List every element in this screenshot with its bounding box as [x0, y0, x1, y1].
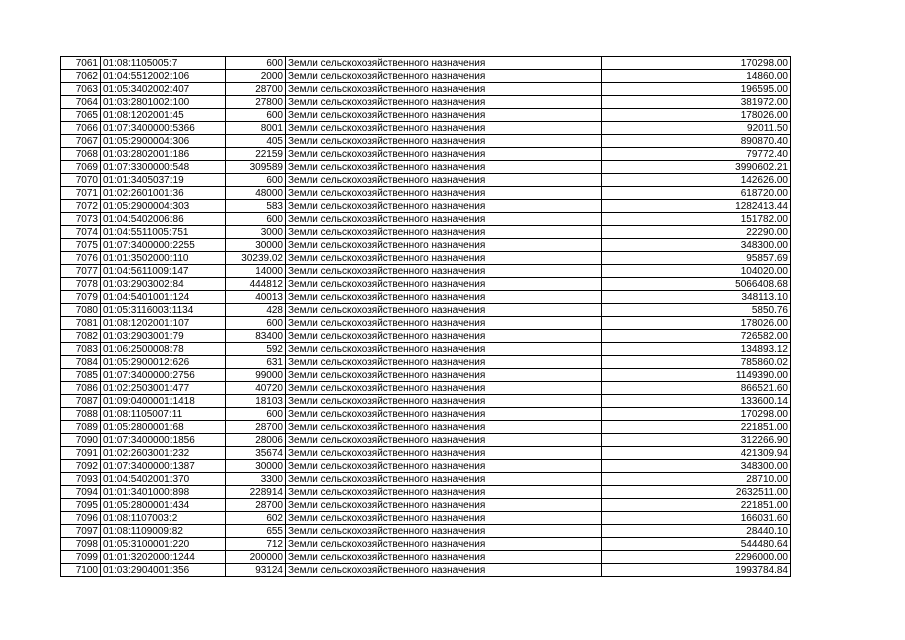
row-number-cell[interactable]: 7092	[61, 460, 101, 473]
area-cell[interactable]: 28700	[226, 83, 286, 96]
area-cell[interactable]: 631	[226, 356, 286, 369]
land-category-cell[interactable]: Земли сельскохозяйственного назначения	[286, 512, 602, 525]
row-number-cell[interactable]: 7083	[61, 343, 101, 356]
cadastral-value-cell[interactable]: 890870.40	[602, 135, 791, 148]
row-number-cell[interactable]: 7099	[61, 551, 101, 564]
area-cell[interactable]: 712	[226, 538, 286, 551]
row-number-cell[interactable]: 7077	[61, 265, 101, 278]
table-row	[61, 239, 791, 252]
land-category-cell[interactable]: Земли сельскохозяйственного назначения	[286, 187, 602, 200]
row-number-cell[interactable]: 7096	[61, 512, 101, 525]
land-category-cell[interactable]: Земли сельскохозяйственного назначения	[286, 57, 602, 70]
land-category-cell[interactable]: Земли сельскохозяйственного назначения	[286, 278, 602, 291]
land-category-cell[interactable]: Земли сельскохозяйственного назначения	[286, 369, 602, 382]
land-category-cell[interactable]: Земли сельскохозяйственного назначения	[286, 395, 602, 408]
cadastral-number-cell[interactable]: 01:08:1105005:7	[101, 57, 226, 70]
row-number-cell[interactable]: 7065	[61, 109, 101, 122]
cadastral-number-cell[interactable]: 01:05:3100001:220	[101, 538, 226, 551]
cadastral-value-cell[interactable]: 1149390.00	[602, 369, 791, 382]
row-number-cell[interactable]: 7091	[61, 447, 101, 460]
table-row	[61, 200, 791, 213]
cadastral-value-cell[interactable]: 28710.00	[602, 473, 791, 486]
land-category-cell[interactable]: Земли сельскохозяйственного назначения	[286, 226, 602, 239]
row-number-cell[interactable]: 7063	[61, 83, 101, 96]
table-row	[61, 382, 791, 395]
table-row	[61, 447, 791, 460]
land-category-cell[interactable]: Земли сельскохозяйственного назначения	[286, 291, 602, 304]
row-number-cell[interactable]: 7066	[61, 122, 101, 135]
cadastral-value-cell[interactable]: 221851.00	[602, 421, 791, 434]
row-number-cell[interactable]: 7084	[61, 356, 101, 369]
cadastral-value-cell[interactable]: 785860.02	[602, 356, 791, 369]
cadastral-number-cell[interactable]: 01:07:3400000:2756	[101, 369, 226, 382]
land-category-cell[interactable]: Земли сельскохозяйственного назначения	[286, 499, 602, 512]
table-row	[61, 473, 791, 486]
cadastral-number-cell[interactable]: 01:02:2503001:477	[101, 382, 226, 395]
land-category-cell[interactable]: Земли сельскохозяйственного назначения	[286, 551, 602, 564]
table-row	[61, 278, 791, 291]
area-cell[interactable]: 600	[226, 213, 286, 226]
row-number-cell[interactable]: 7071	[61, 187, 101, 200]
land-category-cell[interactable]: Земли сельскохозяйственного назначения	[286, 200, 602, 213]
cadastral-value-cell[interactable]: 421309.94	[602, 447, 791, 460]
cadastral-value-cell[interactable]: 92011.50	[602, 122, 791, 135]
cadastral-value-cell[interactable]: 221851.00	[602, 499, 791, 512]
land-category-cell[interactable]: Земли сельскохозяйственного назначения	[286, 265, 602, 278]
land-category-cell[interactable]: Земли сельскохозяйственного назначения	[286, 148, 602, 161]
cadastral-number-cell[interactable]: 01:05:2900004:306	[101, 135, 226, 148]
cadastral-number-cell[interactable]: 01:03:2904001:356	[101, 564, 226, 577]
land-parcels-table	[60, 56, 791, 577]
table-row	[61, 564, 791, 577]
row-number-cell[interactable]: 7100	[61, 564, 101, 577]
cadastral-number-cell[interactable]: 01:01:3405037:19	[101, 174, 226, 187]
cadastral-number-cell[interactable]: 01:02:2601001:36	[101, 187, 226, 200]
table-row	[61, 135, 791, 148]
area-cell[interactable]: 583	[226, 200, 286, 213]
row-number-cell[interactable]: 7064	[61, 96, 101, 109]
table-row	[61, 83, 791, 96]
land-category-cell[interactable]: Земли сельскохозяйственного назначения	[286, 135, 602, 148]
area-cell[interactable]: 200000	[226, 551, 286, 564]
cadastral-value-cell[interactable]: 104020.00	[602, 265, 791, 278]
cadastral-value-cell[interactable]: 2296000.00	[602, 551, 791, 564]
cadastral-value-cell[interactable]: 3990602.21	[602, 161, 791, 174]
area-cell[interactable]: 22159	[226, 148, 286, 161]
area-cell[interactable]: 600	[226, 109, 286, 122]
land-category-cell[interactable]: Земли сельскохозяйственного назначения	[286, 538, 602, 551]
area-cell[interactable]: 14000	[226, 265, 286, 278]
cadastral-value-cell[interactable]: 1993784.84	[602, 564, 791, 577]
cadastral-number-cell[interactable]: 01:05:3402002:407	[101, 83, 226, 96]
row-number-cell[interactable]: 7078	[61, 278, 101, 291]
table-row	[61, 460, 791, 473]
cadastral-number-cell[interactable]: 01:02:2603001:232	[101, 447, 226, 460]
cadastral-number-cell[interactable]: 01:04:5512002:106	[101, 70, 226, 83]
cadastral-value-cell[interactable]: 166031.60	[602, 512, 791, 525]
land-category-cell[interactable]: Земли сельскохозяйственного назначения	[286, 213, 602, 226]
area-cell[interactable]: 48000	[226, 187, 286, 200]
land-category-cell[interactable]: Земли сельскохозяйственного назначения	[286, 109, 602, 122]
table-row	[61, 187, 791, 200]
area-cell[interactable]: 592	[226, 343, 286, 356]
table-row	[61, 161, 791, 174]
cadastral-value-cell[interactable]: 726582.00	[602, 330, 791, 343]
row-number-cell[interactable]: 7085	[61, 369, 101, 382]
row-number-cell[interactable]: 7086	[61, 382, 101, 395]
land-category-cell[interactable]: Земли сельскохозяйственного назначения	[286, 525, 602, 538]
cadastral-value-cell[interactable]: 178026.00	[602, 109, 791, 122]
area-cell[interactable]: 35674	[226, 447, 286, 460]
area-cell[interactable]: 309589	[226, 161, 286, 174]
area-cell[interactable]: 228914	[226, 486, 286, 499]
cadastral-number-cell[interactable]: 01:07:3400000:1856	[101, 434, 226, 447]
table-row	[61, 291, 791, 304]
cadastral-value-cell[interactable]: 5850.76	[602, 304, 791, 317]
table-row	[61, 343, 791, 356]
area-cell[interactable]: 27800	[226, 96, 286, 109]
cadastral-value-cell[interactable]: 79772.40	[602, 148, 791, 161]
table-row	[61, 525, 791, 538]
table-row	[61, 213, 791, 226]
cadastral-number-cell[interactable]: 01:07:3300000:548	[101, 161, 226, 174]
cadastral-value-cell[interactable]: 348300.00	[602, 460, 791, 473]
table-row	[61, 512, 791, 525]
cadastral-number-cell[interactable]: 01:03:2903001:79	[101, 330, 226, 343]
area-cell[interactable]: 83400	[226, 330, 286, 343]
area-cell[interactable]: 40720	[226, 382, 286, 395]
cadastral-number-cell[interactable]: 01:08:1107003:2	[101, 512, 226, 525]
row-number-cell[interactable]: 7095	[61, 499, 101, 512]
area-cell[interactable]: 99000	[226, 369, 286, 382]
row-number-cell[interactable]: 7061	[61, 57, 101, 70]
row-number-cell[interactable]: 7079	[61, 291, 101, 304]
cadastral-number-cell[interactable]: 01:03:2801002:100	[101, 96, 226, 109]
cadastral-value-cell[interactable]: 866521.60	[602, 382, 791, 395]
cadastral-number-cell[interactable]: 01:04:5611009:147	[101, 265, 226, 278]
area-cell[interactable]: 30000	[226, 239, 286, 252]
area-cell[interactable]: 28700	[226, 499, 286, 512]
cadastral-value-cell[interactable]: 142626.00	[602, 174, 791, 187]
table-row	[61, 421, 791, 434]
area-cell[interactable]: 18103	[226, 395, 286, 408]
cadastral-value-cell[interactable]: 170298.00	[602, 57, 791, 70]
row-number-cell[interactable]: 7089	[61, 421, 101, 434]
table-row	[61, 109, 791, 122]
cadastral-value-cell[interactable]: 196595.00	[602, 83, 791, 96]
cadastral-value-cell[interactable]: 95857.69	[602, 252, 791, 265]
cadastral-number-cell[interactable]: 01:09:0400001:1418	[101, 395, 226, 408]
table-row	[61, 538, 791, 551]
cadastral-number-cell[interactable]: 01:04:5401001:124	[101, 291, 226, 304]
area-cell[interactable]: 93124	[226, 564, 286, 577]
land-category-cell[interactable]: Земли сельскохозяйственного назначения	[286, 408, 602, 421]
cadastral-number-cell[interactable]: 01:07:3400000:1387	[101, 460, 226, 473]
row-number-cell[interactable]: 7074	[61, 226, 101, 239]
table-row	[61, 395, 791, 408]
land-category-cell[interactable]: Земли сельскохозяйственного назначения	[286, 83, 602, 96]
land-category-cell[interactable]: Земли сельскохозяйственного назначения	[286, 174, 602, 187]
cadastral-value-cell[interactable]: 381972.00	[602, 96, 791, 109]
area-cell[interactable]: 444812	[226, 278, 286, 291]
table-row	[61, 369, 791, 382]
table-row	[61, 96, 791, 109]
cadastral-number-cell[interactable]: 01:04:5402001:370	[101, 473, 226, 486]
cadastral-value-cell[interactable]: 22290.00	[602, 226, 791, 239]
area-cell[interactable]: 600	[226, 317, 286, 330]
table-row	[61, 57, 791, 70]
area-cell[interactable]: 600	[226, 57, 286, 70]
land-category-cell[interactable]: Земли сельскохозяйственного назначения	[286, 70, 602, 83]
row-number-cell[interactable]: 7067	[61, 135, 101, 148]
area-cell[interactable]: 28700	[226, 421, 286, 434]
row-number-cell[interactable]: 7088	[61, 408, 101, 421]
area-cell[interactable]: 405	[226, 135, 286, 148]
cadastral-value-cell[interactable]: 618720.00	[602, 187, 791, 200]
row-number-cell[interactable]: 7070	[61, 174, 101, 187]
area-cell[interactable]: 40013	[226, 291, 286, 304]
cadastral-number-cell[interactable]: 01:04:5511005:751	[101, 226, 226, 239]
cadastral-value-cell[interactable]: 14860.00	[602, 70, 791, 83]
cadastral-value-cell[interactable]: 1282413.44	[602, 200, 791, 213]
land-category-cell[interactable]: Земли сельскохозяйственного назначения	[286, 239, 602, 252]
cadastral-value-cell[interactable]: 2632511.00	[602, 486, 791, 499]
table-row	[61, 252, 791, 265]
land-category-cell[interactable]: Земли сельскохозяйственного назначения	[286, 252, 602, 265]
cadastral-value-cell[interactable]: 178026.00	[602, 317, 791, 330]
cadastral-value-cell[interactable]: 312266.90	[602, 434, 791, 447]
area-cell[interactable]: 2000	[226, 70, 286, 83]
table-row	[61, 226, 791, 239]
cadastral-value-cell[interactable]: 133600.14	[602, 395, 791, 408]
area-cell[interactable]: 28006	[226, 434, 286, 447]
land-category-cell[interactable]: Земли сельскохозяйственного назначения	[286, 421, 602, 434]
land-category-cell[interactable]: Земли сельскохозяйственного назначения	[286, 304, 602, 317]
row-number-cell[interactable]: 7094	[61, 486, 101, 499]
land-category-cell[interactable]: Земли сельскохозяйственного назначения	[286, 486, 602, 499]
table-row	[61, 408, 791, 421]
row-number-cell[interactable]: 7098	[61, 538, 101, 551]
row-number-cell[interactable]: 7093	[61, 473, 101, 486]
cadastral-number-cell[interactable]: 01:05:3116003:1134	[101, 304, 226, 317]
cadastral-value-cell[interactable]: 348300.00	[602, 239, 791, 252]
area-cell[interactable]: 655	[226, 525, 286, 538]
land-category-cell[interactable]: Земли сельскохозяйственного назначения	[286, 473, 602, 486]
table-row	[61, 317, 791, 330]
land-category-cell[interactable]: Земли сельскохозяйственного назначения	[286, 434, 602, 447]
cadastral-value-cell[interactable]: 151782.00	[602, 213, 791, 226]
table-row	[61, 174, 791, 187]
row-number-cell[interactable]: 7082	[61, 330, 101, 343]
area-cell[interactable]: 30000	[226, 460, 286, 473]
area-cell[interactable]: 428	[226, 304, 286, 317]
land-category-cell[interactable]: Земли сельскохозяйственного назначения	[286, 330, 602, 343]
area-cell[interactable]: 30239.02	[226, 252, 286, 265]
land-category-cell[interactable]: Земли сельскохозяйственного назначения	[286, 343, 602, 356]
area-cell[interactable]: 602	[226, 512, 286, 525]
row-number-cell[interactable]: 7087	[61, 395, 101, 408]
cadastral-number-cell[interactable]: 01:05:2800001:434	[101, 499, 226, 512]
land-category-cell[interactable]: Земли сельскохозяйственного назначения	[286, 96, 602, 109]
table-row	[61, 304, 791, 317]
cadastral-number-cell[interactable]: 01:04:5402006:86	[101, 213, 226, 226]
cadastral-number-cell[interactable]: 01:05:2900004:303	[101, 200, 226, 213]
row-number-cell[interactable]: 7081	[61, 317, 101, 330]
row-number-cell[interactable]: 7076	[61, 252, 101, 265]
land-category-cell[interactable]: Земли сельскохозяйственного назначения	[286, 447, 602, 460]
cadastral-number-cell[interactable]: 01:05:2900012:626	[101, 356, 226, 369]
row-number-cell[interactable]: 7080	[61, 304, 101, 317]
table-row	[61, 122, 791, 135]
cadastral-number-cell[interactable]: 01:03:2903002:84	[101, 278, 226, 291]
cadastral-number-cell[interactable]: 01:07:3400000:5366	[101, 122, 226, 135]
land-category-cell[interactable]: Земли сельскохозяйственного назначения	[286, 460, 602, 473]
cadastral-number-cell[interactable]: 01:01:3502000:110	[101, 252, 226, 265]
cadastral-number-cell[interactable]: 01:08:1202001:107	[101, 317, 226, 330]
row-number-cell[interactable]: 7097	[61, 525, 101, 538]
area-cell[interactable]: 3000	[226, 226, 286, 239]
land-category-cell[interactable]: Земли сельскохозяйственного назначения	[286, 382, 602, 395]
table-row	[61, 265, 791, 278]
row-number-cell[interactable]: 7073	[61, 213, 101, 226]
cadastral-number-cell[interactable]: 01:06:2500008:78	[101, 343, 226, 356]
land-category-cell[interactable]: Земли сельскохозяйственного назначения	[286, 161, 602, 174]
table-row	[61, 70, 791, 83]
table-row	[61, 551, 791, 564]
table-row	[61, 148, 791, 161]
area-cell[interactable]: 600	[226, 174, 286, 187]
cadastral-number-cell[interactable]: 01:07:3400000:2255	[101, 239, 226, 252]
cadastral-value-cell[interactable]: 134893.12	[602, 343, 791, 356]
cadastral-value-cell[interactable]: 544480.64	[602, 538, 791, 551]
cadastral-number-cell[interactable]: 01:05:2800001:68	[101, 421, 226, 434]
area-cell[interactable]: 8001	[226, 122, 286, 135]
row-number-cell[interactable]: 7072	[61, 200, 101, 213]
cadastral-value-cell[interactable]: 170298.00	[602, 408, 791, 421]
cadastral-value-cell[interactable]: 28440.10	[602, 525, 791, 538]
row-number-cell[interactable]: 7068	[61, 148, 101, 161]
table-row	[61, 434, 791, 447]
table-row	[61, 486, 791, 499]
table-row	[61, 356, 791, 369]
cadastral-number-cell[interactable]: 01:01:3202000:1244	[101, 551, 226, 564]
cadastral-number-cell[interactable]: 01:01:3401000:898	[101, 486, 226, 499]
land-category-cell[interactable]: Земли сельскохозяйственного назначения	[286, 122, 602, 135]
row-number-cell[interactable]: 7069	[61, 161, 101, 174]
cadastral-number-cell[interactable]: 01:08:1202001:45	[101, 109, 226, 122]
area-cell[interactable]: 3300	[226, 473, 286, 486]
cadastral-value-cell[interactable]: 5066408.68	[602, 278, 791, 291]
table-body	[61, 57, 791, 577]
cadastral-value-cell[interactable]: 348113.10	[602, 291, 791, 304]
row-number-cell[interactable]: 7090	[61, 434, 101, 447]
table-row	[61, 330, 791, 343]
land-category-cell[interactable]: Земли сельскохозяйственного назначения	[286, 564, 602, 577]
table-row	[61, 499, 791, 512]
cadastral-number-cell[interactable]: 01:08:1109009:82	[101, 525, 226, 538]
area-cell[interactable]: 600	[226, 408, 286, 421]
land-category-cell[interactable]: Земли сельскохозяйственного назначения	[286, 356, 602, 369]
row-number-cell[interactable]: 7062	[61, 70, 101, 83]
cadastral-number-cell[interactable]: 01:03:2802001:186	[101, 148, 226, 161]
cadastral-number-cell[interactable]: 01:08:1105007:11	[101, 408, 226, 421]
row-number-cell[interactable]: 7075	[61, 239, 101, 252]
land-category-cell[interactable]: Земли сельскохозяйственного назначения	[286, 317, 602, 330]
